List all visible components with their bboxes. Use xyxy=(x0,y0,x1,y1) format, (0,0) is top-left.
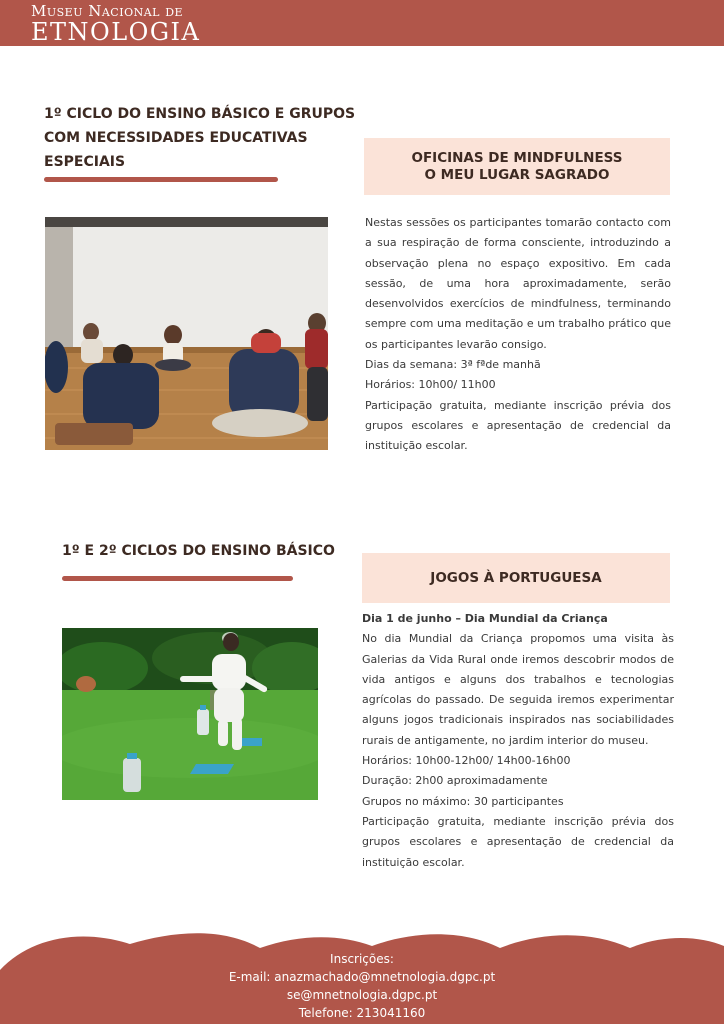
section2-underline xyxy=(62,576,293,581)
section2-audience-title: 1º E 2º CICLOS DO ENSINO BÁSICO xyxy=(62,543,335,559)
footer-label: Inscrições: xyxy=(330,952,394,966)
footer-email-1[interactable]: E-mail: anazmachado@mnetnologia.dgpc.pt xyxy=(228,970,496,984)
section1-participation: Participação gratuita, mediante inscrição prévia dos grupos escolares e apresentação de credencial da instituição escolar. xyxy=(365,398,671,453)
audience-line-2: COM NECESSIDADES EDUCATIVAS xyxy=(44,130,308,146)
section2-duration: Duração: 2h00 aproximadamente xyxy=(362,774,548,788)
section1-description: Nestas sessões os participantes tomarão contacto com a sua respiração de forma consciente, introduzindo a observação plena no espaço expositivo. Em cada sessão, de uma hora aproximadamente, serão desenvolvidos exercícios de mindfulness, terminando sempre com uma meditação e um trabalho prático que os participantes levarão consigo. xyxy=(365,216,671,351)
section2-text xyxy=(362,609,674,873)
children-games-photo xyxy=(62,628,318,800)
activity-line-1: OFICINAS DE MINDFULNESS xyxy=(411,149,623,166)
footer-email-2[interactable]: se@mnetnologia.dgpc.pt xyxy=(286,988,438,1002)
audience-line-1: 1º CICLO DO ENSINO BÁSICO E GRUPOS xyxy=(44,106,356,122)
section1-text xyxy=(365,213,671,457)
logo-line2: ETNOLOGIA xyxy=(31,18,201,46)
section2-date: Dia 1 de junho – Dia Mundial da Criança xyxy=(362,612,608,625)
mindfulness-photo xyxy=(45,217,328,450)
section1-audience-title xyxy=(44,102,364,174)
logo-line1: Museu Nacional de xyxy=(31,2,184,20)
section2-activity-box xyxy=(362,553,670,603)
section1-activity-title xyxy=(411,150,622,184)
section2-participation: Participação gratuita, mediante inscrição prévia dos grupos escolares e apresentação de credencial da instituição escolar. xyxy=(362,814,674,869)
section2-groups: Grupos no máximo: 30 participantes xyxy=(362,794,564,808)
footer-contacts xyxy=(0,950,724,1022)
header-bar xyxy=(0,0,724,46)
section1-underline xyxy=(44,177,278,182)
audience-line-3: ESPECIAIS xyxy=(44,154,126,170)
activity-line-2: O MEU LUGAR SAGRADO xyxy=(424,166,610,183)
section1-hours: Horários: 10h00/ 11h00 xyxy=(365,378,496,392)
section2-hours: Horários: 10h00-12h00/ 14h00-16h00 xyxy=(362,754,571,768)
section2-description: No dia Mundial da Criança propomos uma visita às Galerias da Vida Rural onde iremos descobrir modos de vida antigos e alguns dos trabalhos e tecnologias agrícolas do passado. De seguida iremos experimentar alguns jogos tradicionais inspirados nas sociabilidades rurais de antigamente, no jardim interior do museu. xyxy=(362,632,674,747)
section2-activity-title: JOGOS À PORTUGUESA xyxy=(430,569,602,586)
footer xyxy=(0,930,724,1024)
footer-phone[interactable]: Telefone: 213041160 xyxy=(298,1006,426,1020)
section1-days: Dias da semana: 3ª fªde manhã xyxy=(365,358,541,372)
section1-activity-box xyxy=(364,138,670,195)
museum-logo xyxy=(31,2,200,44)
